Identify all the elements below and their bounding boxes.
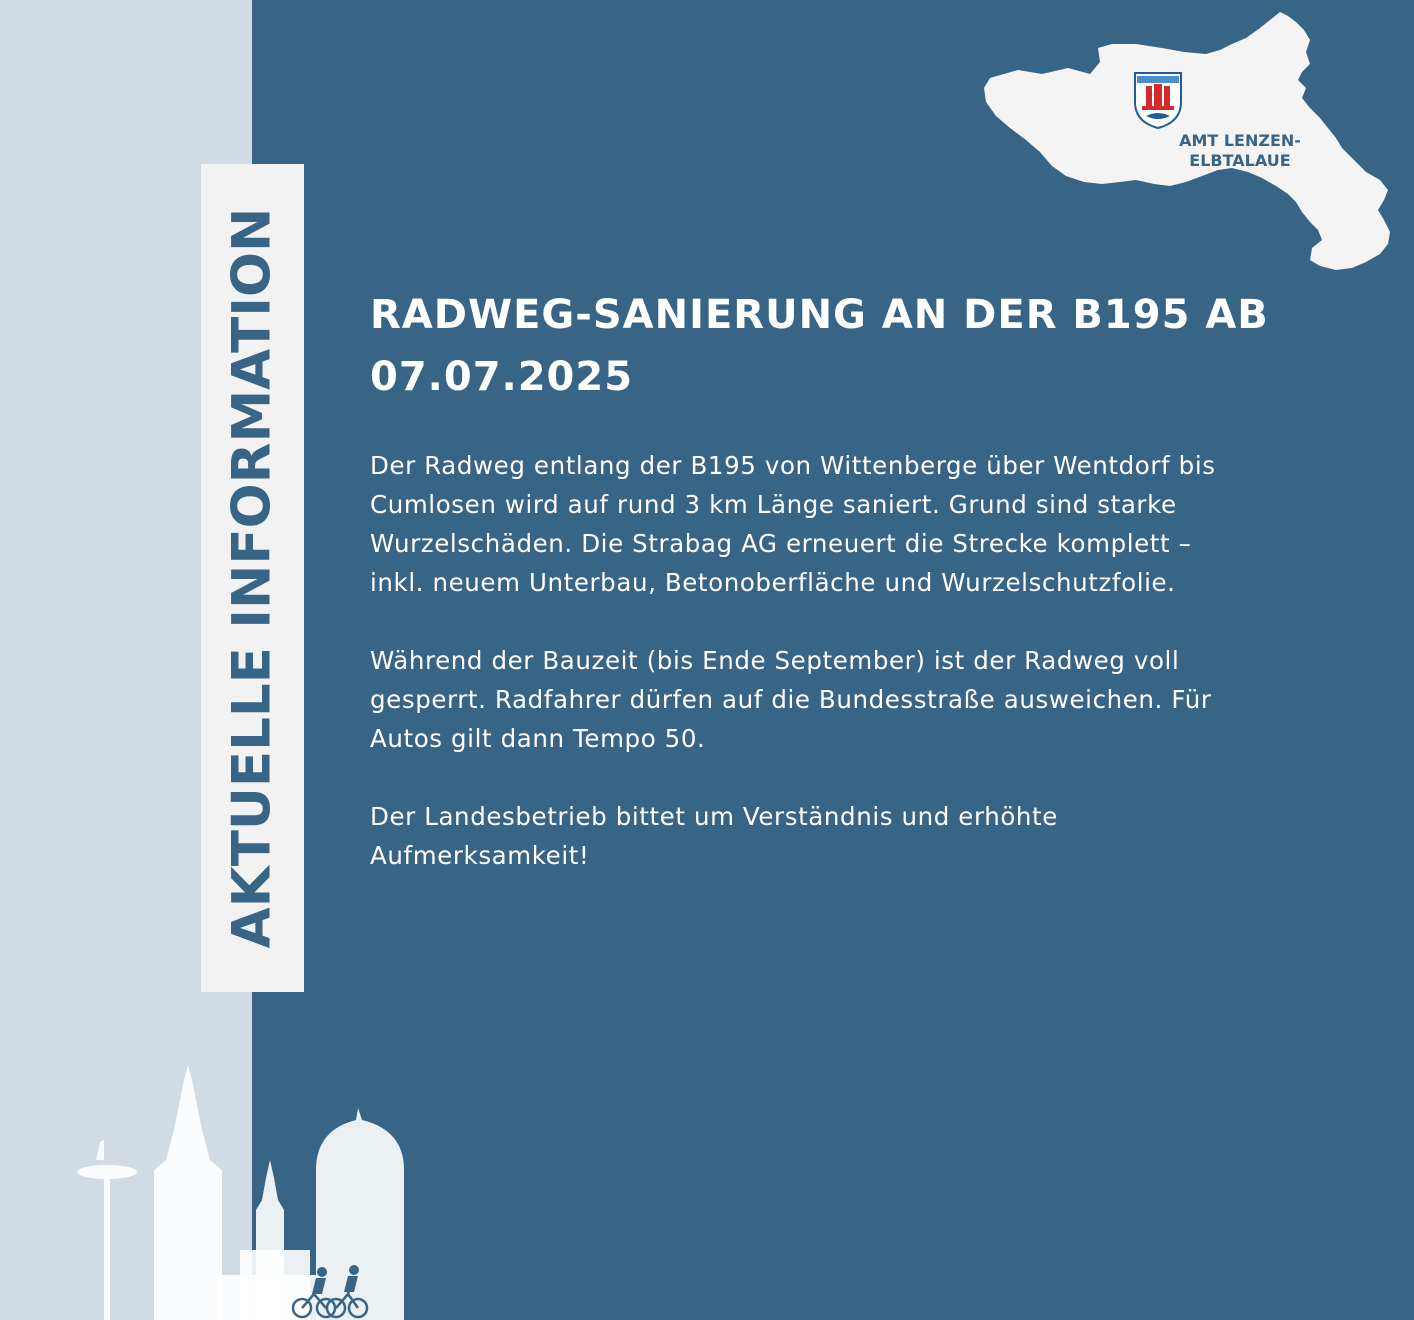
coat-of-arms-icon [1132,70,1184,130]
headline: RADWEG-SANIERUNG AN DER B195 AB 07.07.2025 [370,292,1269,400]
paragraph: Der Radweg entlang der B195 von Wittenberge über Wentdorf bis Cumlosen wird auf rund 3 km Länge saniert. Grund sind starke Wurzelschäden. Die Strabag AG erneuert die Strecke komplett – inkl. neuem Unterbau, Betonoberfläche und Wurzelschutzfolie. [370,451,1216,597]
paragraph: Der Landesbetrieb bittet um Verständnis und erhöhte Aufmerksamkeit! [370,802,1058,870]
brand-name: AMT LENZEN- ELBTALAUE [1179,131,1301,170]
article-body [370,446,1370,914]
paragraph: Während der Bauzeit (bis Ende September) ist der Radweg voll gesperrt. Radfahrer dürfen auf die Bundesstraße ausweichen. Für Autos gilt dann Tempo 50. [370,646,1212,753]
vertical-banner [201,164,304,992]
vertical-banner-label: AKTUELLE INFORMATION [221,207,283,949]
town-skyline-illustration [70,1060,410,1320]
